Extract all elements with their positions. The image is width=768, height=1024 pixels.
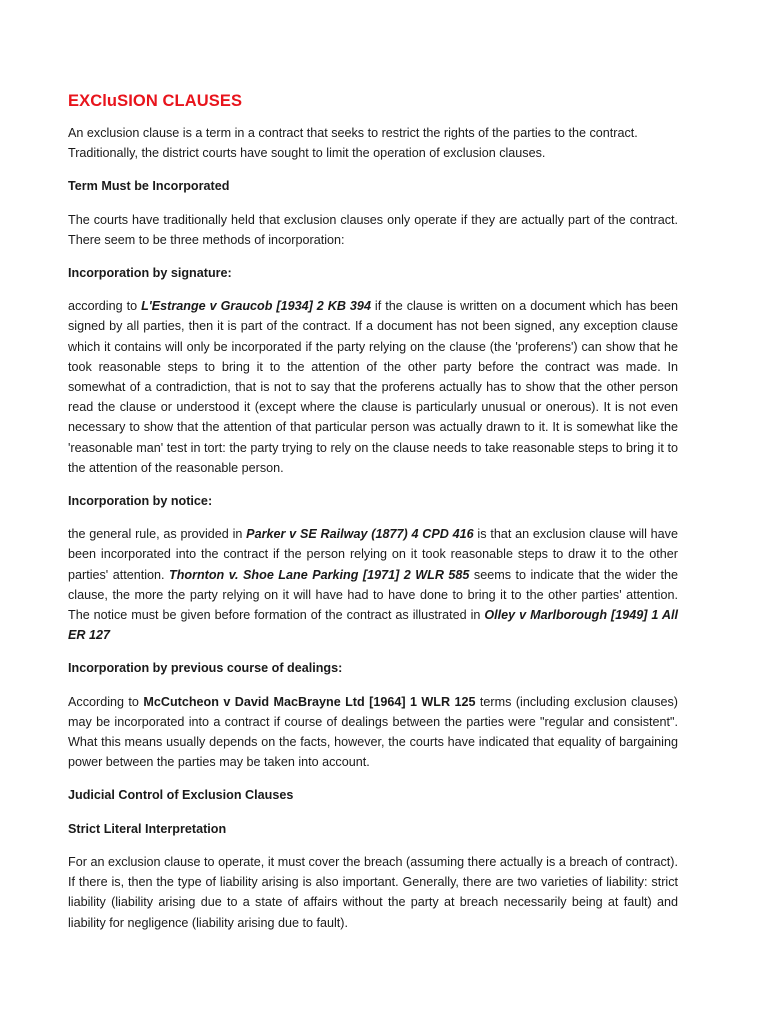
- case-citation: L'Estrange v Graucob [1934] 2 KB 394: [141, 299, 371, 314]
- text-run: according to: [68, 299, 142, 314]
- heading-strict-interpretation: Strict Literal Interpretation: [68, 821, 227, 836]
- heading-incorporation-signature: Incorporation by signature:: [68, 266, 232, 281]
- text-run: is that an exclusion clause will have been incorporated into the contract if the person relying on it took reasonable steps to draw it to the other parties' attention.: [68, 527, 678, 582]
- text-run: seems to indicate that the wider the clause, the more the party relying on it will have had to have done to bring it to the other parties' attention. The notice must be given before formation of the contract as illustrated in: [68, 567, 678, 623]
- heading-incorporation-notice: Incorporation by notice:: [68, 494, 213, 509]
- text-run: terms (including exclusion clauses) may be incorporated into a contract if course of dealings between the parties were "regular and consistent". What this means usually depends on the facts, however, the courts have indicated that equality of bargaining power between the parties may be taken into account.: [68, 694, 678, 770]
- paragraph-notice: [68, 524, 678, 645]
- text-run: the general rule, as provided in: [68, 527, 247, 542]
- paragraph-dealings: [68, 692, 678, 773]
- paragraph-strict: For an exclusion clause to operate, it must cover the breach (assuming there actually is a breach of contract). If there is, then the type of liability arising is also important. Generally, there are two varieties of liability: strict liability (liability arising due to a state of affairs without the party at breach necessarily being at fault) and liability for negligence (liability arising due to fault).: [68, 854, 678, 930]
- heading-judicial-control: Judicial Control of Exclusion Clauses: [68, 788, 294, 803]
- paragraph-signature: [68, 296, 678, 478]
- case-citation: Thornton v. Shoe Lane Parking [1971] 2 WLR 585: [169, 567, 470, 582]
- paragraph-incorporated: The courts have traditionally held that exclusion clauses only operate if they are actually part of the contract. There seem to be three methods of incorporation:: [68, 212, 678, 247]
- heading-term-incorporated: Term Must be Incorporated: [68, 179, 230, 194]
- intro-paragraph: An exclusion clause is a term in a contract that seeks to restrict the rights of the parties to the contract. Traditionally, the district courts have sought to limit the operation of exclusion clauses.: [68, 126, 638, 161]
- document-title: EXCluSION CLAUSES: [68, 92, 243, 110]
- case-citation: Olley v Marlborough [1949] 1 All ER 127: [68, 608, 678, 643]
- case-citation: McCutcheon v David MacBrayne Ltd [1964] 1 WLR 125: [143, 694, 476, 709]
- case-citation: Parker v SE Railway (1877) 4 CPD 416: [246, 527, 474, 542]
- heading-incorporation-dealings: Incorporation by previous course of dealings:: [68, 661, 343, 676]
- text-run: if the clause is written on a document which has been signed by all parties, then it is part of the contract. If a document has not been signed, any exception clause which it contains will only be incorporated if the party relying on the clause (the 'proferens') can show that he took reasonable steps to bring it to the attention of the other party before the contract was made. In somewhat of a contradiction, that is not to say that the proferens actually has to show that the other person read the clause or understood it (except where the clause is particularly unusual or onerous). It is not even necessary to show that the attention of that particular person was actually drawn to it. It is somewhat like the 'reasonable man' test in tort: the party trying to rely on the clause needs to take reasonable steps to bring it to the attention of the reasonable person.: [68, 299, 678, 475]
- text-run: According to: [68, 694, 144, 709]
